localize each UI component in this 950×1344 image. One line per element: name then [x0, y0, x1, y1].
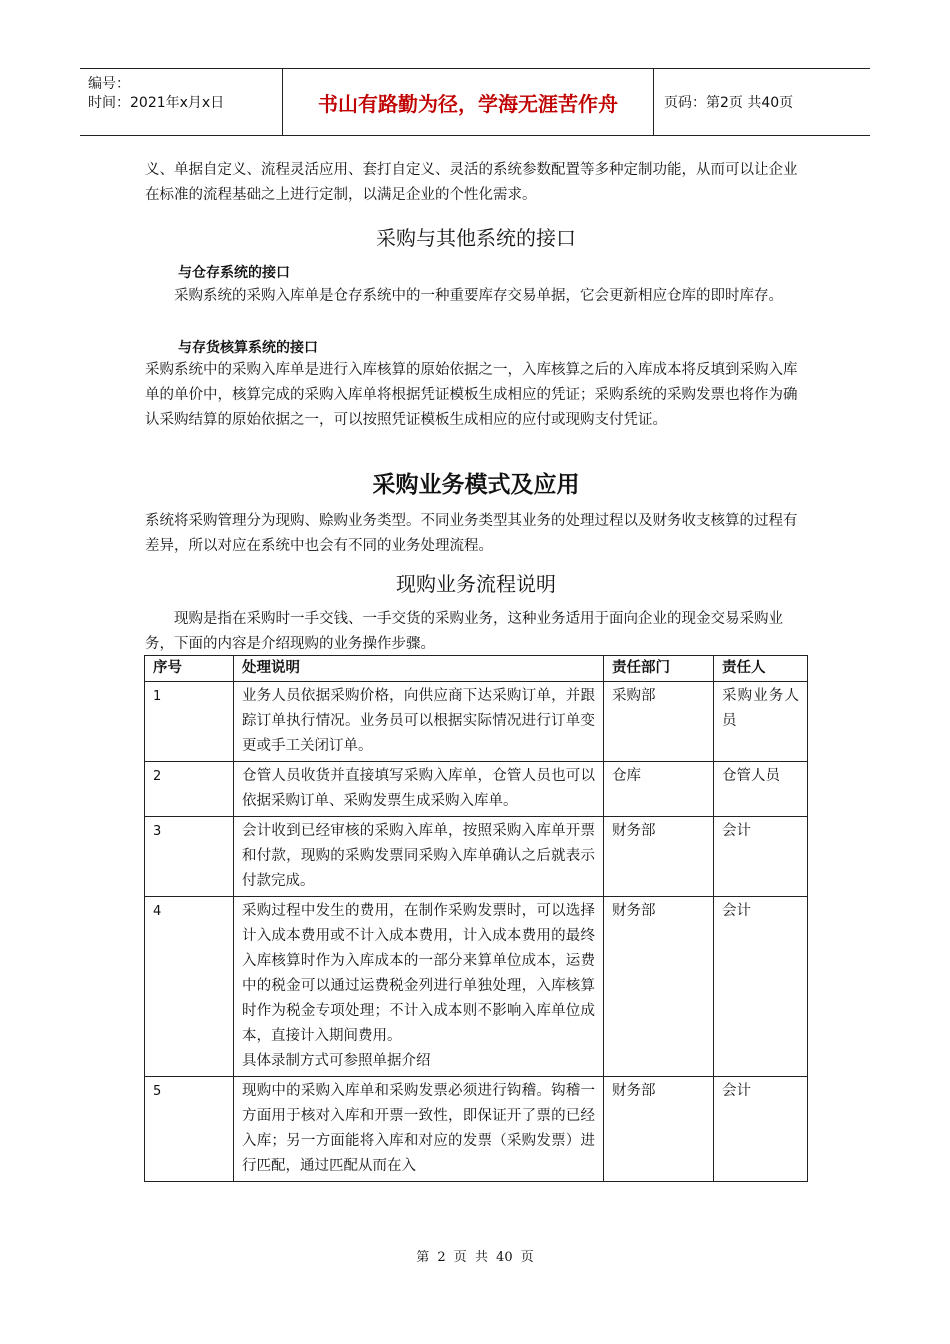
- row-dept: 财务部: [604, 897, 714, 1077]
- row-desc-cell: [234, 897, 604, 1077]
- table-row: [145, 762, 808, 817]
- paragraph-costing: 采购系统中的采购入库单是进行入库核算的原始依据之一，入库核算之后的入库成本将反填到采购入库单的单价中，核算完成的采购入库单将根据凭证模板生成相应的凭证；采购系统的采购发票也将作为确认采购结算的原始依据之一，可以按照凭证模板生成相应的应付或现购支付凭证。: [145, 362, 798, 428]
- row-desc-note: 具体录制方式可参照单据介绍: [242, 1053, 431, 1069]
- row-no: 3: [145, 817, 234, 897]
- paragraph-cash: 现购是指在采购时一手交钱、一手交货的采购业务，这种业务适用于面向企业的现金交易采购业务，下面的内容是介绍现购的业务操作步骤。: [145, 611, 783, 652]
- row-dept: 采购部: [604, 682, 714, 762]
- process-table: [144, 655, 808, 1182]
- row-desc: 会计收到已经审核的采购入库单，按照采购入库单开票和付款，现购的采购发票同采购入库单确认之后就表示付款完成。: [234, 817, 604, 897]
- paragraph-warehouse: 采购系统的采购入库单是仓存系统中的一种重要库存交易单据，它会更新相应仓库的即时库存。: [174, 288, 783, 304]
- row-person: 会计: [714, 1077, 808, 1182]
- subheading-costing: 与存货核算系统的接口: [178, 340, 318, 356]
- subheading-warehouse: 与仓存系统的接口: [178, 265, 290, 281]
- header-desc: 处理说明: [234, 656, 604, 682]
- section-title-interface: 采购与其他系统的接口: [376, 226, 576, 250]
- header-dept: 责任部门: [604, 656, 714, 682]
- row-desc: 采购过程中发生的费用，在制作采购发票时，可以选择计入成本费用或不计入成本费用，计入成本费用的最终入库核算时作为入库成本的一部分来算单位成本，运费中的税金可以通过运费税金列进行单独处理，入库核算时作为税金专项处理；不计入成本则不影响入库单位成本，直接计入期间费用。: [242, 903, 595, 1044]
- date-label: 时间：2021年x月x日: [88, 95, 225, 111]
- table-row: [145, 897, 808, 1077]
- table-row: [145, 682, 808, 762]
- row-no: 5: [145, 1077, 234, 1182]
- row-dept: 财务部: [604, 817, 714, 897]
- row-person: 会计: [714, 897, 808, 1077]
- header-person: 责任人: [714, 656, 808, 682]
- page-footer: 第 2 页 共 40 页: [416, 1250, 534, 1265]
- intro-paragraph: 义、单据自定义、流程灵活应用、套打自定义、灵活的系统参数配置等多种定制功能，从而可以让企业在标准的流程基础之上进行定制，以满足企业的个性化需求。: [145, 162, 798, 203]
- row-dept: 财务部: [604, 1077, 714, 1182]
- row-person: 采购业务人员: [714, 682, 808, 762]
- row-desc: 仓管人员收货并直接填写采购入库单，仓管人员也可以依据采购订单、采购发票生成采购入库单。: [234, 762, 604, 817]
- section-title-cash: 现购业务流程说明: [396, 572, 556, 596]
- row-desc: 业务人员依据采购价格，向供应商下达采购订单，并跟踪订单执行情况。业务员可以根据实际情况进行订单变更或手工关闭订单。: [234, 682, 604, 762]
- row-desc: 现购中的采购入库单和采购发票必须进行钩稽。钩稽一方面用于核对入库和开票一致性，即保证开了票的已经入库；另一方面能将入库和对应的发票（采购发票）进行匹配，通过匹配从而在入: [234, 1077, 604, 1182]
- row-dept: 仓库: [604, 762, 714, 817]
- row-no: 4: [145, 897, 234, 1077]
- table-row: [145, 1077, 808, 1182]
- page-header: [80, 68, 870, 136]
- row-person: 仓管人员: [714, 762, 808, 817]
- row-person: 会计: [714, 817, 808, 897]
- paragraph-modes: 系统将采购管理分为现购、赊购业务类型。不同业务类型其业务的处理过程以及财务收支核算的过程有差异，所以对应在系统中也会有不同的业务处理流程。: [145, 513, 798, 554]
- number-label: 编号：: [88, 76, 130, 92]
- row-no: 1: [145, 682, 234, 762]
- main-title-modes: 采购业务模式及应用: [372, 472, 580, 498]
- table-row: [145, 817, 808, 897]
- table-header-row: [145, 656, 808, 682]
- header-no: 序号: [145, 656, 234, 682]
- header-page-info: 页码：第2页 共40页: [664, 95, 794, 111]
- row-no: 2: [145, 762, 234, 817]
- header-meta: [80, 69, 282, 135]
- header-motto: 书山有路勤为径，学海无涯苦作舟: [282, 69, 654, 135]
